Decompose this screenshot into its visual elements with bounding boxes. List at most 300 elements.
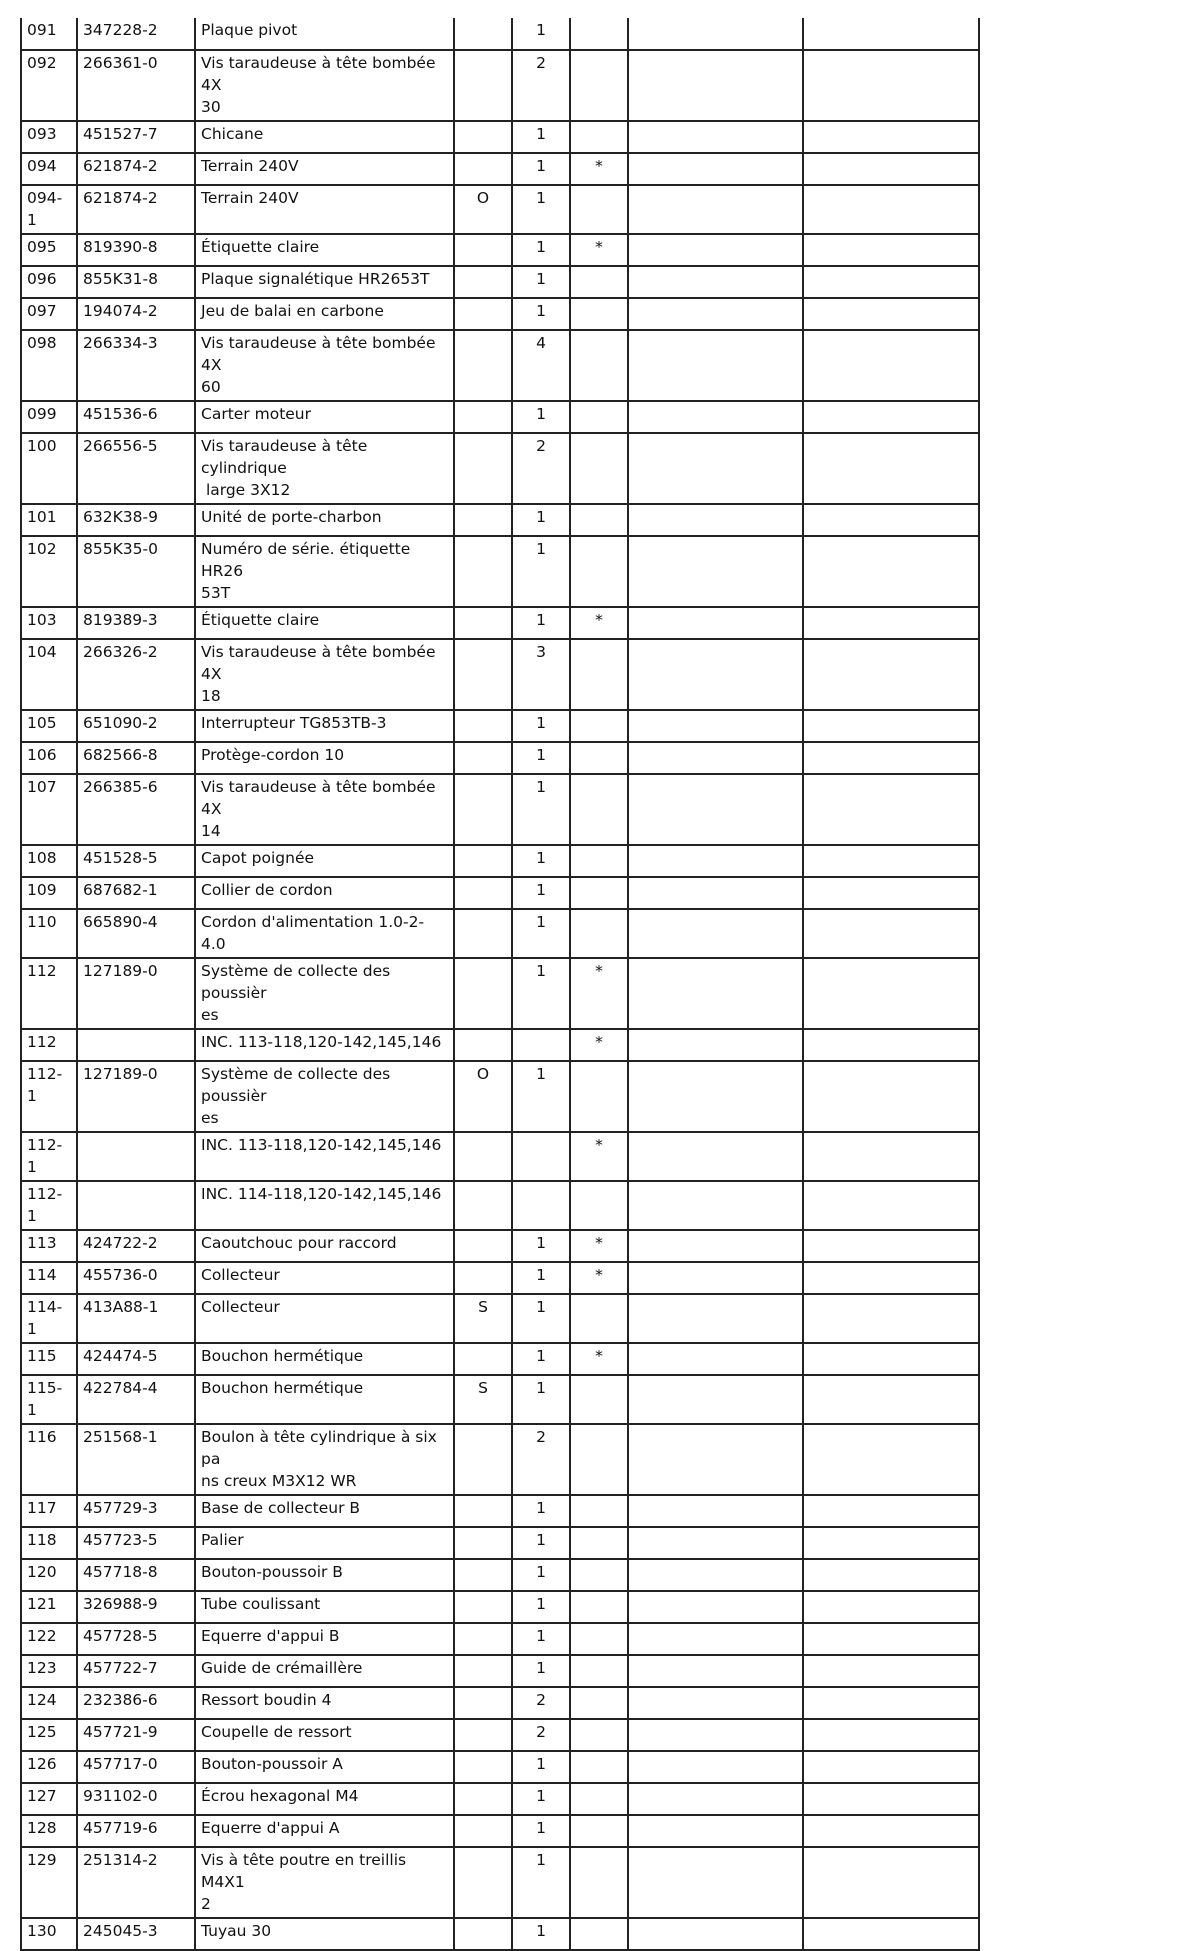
quantity-cell: 1 [512,1262,570,1294]
part-number-cell [77,1181,195,1230]
part-number-cell: 682566-8 [77,742,195,774]
table-row [21,1375,979,1424]
part-number-cell: 251314-2 [77,1847,195,1918]
table-row [21,1783,979,1815]
description-cell: Vis taraudeuse à tête cylindrique large 3X12 [195,433,454,504]
flag-cell [454,877,512,909]
table-row [21,845,979,877]
part-number-cell: 455736-0 [77,1262,195,1294]
part-number-cell: 451528-5 [77,845,195,877]
item-number-cell: 093 [21,121,77,153]
quantity-cell: 1 [512,121,570,153]
item-number-cell: 112-1 [21,1181,77,1230]
empty-cell [628,536,803,607]
part-number-cell: 451536-6 [77,401,195,433]
description-cell: Collier de cordon [195,877,454,909]
table-row [21,266,979,298]
flag-cell [454,536,512,607]
empty-cell [803,185,979,234]
description-cell: Écrou hexagonal M4 [195,1783,454,1815]
note-mark-cell [570,1655,628,1687]
flag-cell [454,1262,512,1294]
empty-cell [628,877,803,909]
quantity-cell: 1 [512,1751,570,1783]
flag-cell [454,234,512,266]
item-number-cell: 097 [21,298,77,330]
empty-cell [803,1343,979,1375]
empty-cell [803,536,979,607]
quantity-cell: 2 [512,1424,570,1495]
empty-cell [803,742,979,774]
quantity-cell: 1 [512,266,570,298]
quantity-cell: 1 [512,774,570,845]
item-number-cell: 127 [21,1783,77,1815]
empty-cell [803,401,979,433]
flag-cell [454,710,512,742]
note-mark-cell [570,1559,628,1591]
part-number-cell: 819389-3 [77,607,195,639]
table-row [21,607,979,639]
note-mark-cell [570,1815,628,1847]
empty-cell [803,18,979,50]
table-row [21,1623,979,1655]
part-number-cell: 651090-2 [77,710,195,742]
quantity-cell: 1 [512,298,570,330]
quantity-cell: 1 [512,1061,570,1132]
empty-cell [803,1751,979,1783]
note-mark-cell [570,1591,628,1623]
item-number-cell: 122 [21,1623,77,1655]
note-mark-cell: * [570,1029,628,1061]
description-cell: Capot poignée [195,845,454,877]
empty-cell [628,1181,803,1230]
part-number-cell: 266334-3 [77,330,195,401]
description-cell: INC. 113-118,120-142,145,146 [195,1029,454,1061]
empty-cell [628,845,803,877]
flag-cell [454,504,512,536]
item-number-cell: 123 [21,1655,77,1687]
empty-cell [628,1623,803,1655]
part-number-cell: 819390-8 [77,234,195,266]
part-number-cell: 855K35-0 [77,536,195,607]
description-cell: Interrupteur TG853TB-3 [195,710,454,742]
part-number-cell: 266326-2 [77,639,195,710]
quantity-cell: 1 [512,1343,570,1375]
table-row [21,1655,979,1687]
table-row [21,536,979,607]
flag-cell: O [454,185,512,234]
part-number-cell: 457728-5 [77,1623,195,1655]
table-row [21,1424,979,1495]
table-row [21,1847,979,1918]
flag-cell [454,1687,512,1719]
quantity-cell: 1 [512,504,570,536]
empty-cell [803,958,979,1029]
item-number-cell: 103 [21,607,77,639]
table-row [21,1751,979,1783]
flag-cell [454,1783,512,1815]
table-row [21,1294,979,1343]
quantity-cell: 1 [512,1591,570,1623]
empty-cell [628,50,803,121]
description-cell: Terrain 240V [195,185,454,234]
item-number-cell: 121 [21,1591,77,1623]
flag-cell [454,1847,512,1918]
part-number-cell [77,1029,195,1061]
table-row [21,639,979,710]
description-cell: Cordon d'alimentation 1.0-2-4.0 [195,909,454,958]
empty-cell [803,1783,979,1815]
quantity-cell: 1 [512,1294,570,1343]
flag-cell [454,1719,512,1751]
flag-cell [454,401,512,433]
description-cell: Vis taraudeuse à tête bombée 4X 30 [195,50,454,121]
part-number-cell: 457717-0 [77,1751,195,1783]
item-number-cell: 126 [21,1751,77,1783]
flag-cell [454,1815,512,1847]
note-mark-cell: * [570,1343,628,1375]
note-mark-cell [570,266,628,298]
flag-cell [454,1181,512,1230]
table-row [21,877,979,909]
description-cell: Terrain 240V [195,153,454,185]
part-number-cell: 457719-6 [77,1815,195,1847]
item-number-cell: 094 [21,153,77,185]
empty-cell [803,1061,979,1132]
empty-cell [803,504,979,536]
part-number-cell: 457721-9 [77,1719,195,1751]
item-number-cell: 117 [21,1495,77,1527]
flag-cell [454,1230,512,1262]
part-number-cell: 424474-5 [77,1343,195,1375]
empty-cell [803,710,979,742]
note-mark-cell: * [570,958,628,1029]
note-mark-cell [570,877,628,909]
empty-cell [803,1132,979,1181]
item-number-cell: 106 [21,742,77,774]
empty-cell [628,401,803,433]
empty-cell [803,50,979,121]
table-row [21,1687,979,1719]
quantity-cell: 1 [512,1655,570,1687]
quantity-cell: 1 [512,909,570,958]
quantity-cell [512,1132,570,1181]
item-number-cell: 099 [21,401,77,433]
empty-cell [628,710,803,742]
item-number-cell: 120 [21,1559,77,1591]
quantity-cell: 1 [512,234,570,266]
description-cell: Vis taraudeuse à tête bombée 4X 60 [195,330,454,401]
table-row [21,1495,979,1527]
empty-cell [628,18,803,50]
empty-cell [628,607,803,639]
empty-cell [803,909,979,958]
quantity-cell: 2 [512,50,570,121]
item-number-cell: 092 [21,50,77,121]
empty-cell [628,742,803,774]
quantity-cell: 1 [512,1495,570,1527]
description-cell: Vis taraudeuse à tête bombée 4X 18 [195,639,454,710]
quantity-cell: 1 [512,1847,570,1918]
empty-cell [803,433,979,504]
empty-cell [803,1815,979,1847]
empty-cell [803,1294,979,1343]
flag-cell [454,153,512,185]
table-row [21,1527,979,1559]
empty-cell [803,1029,979,1061]
quantity-cell: 1 [512,1559,570,1591]
empty-cell [628,1230,803,1262]
item-number-cell: 115-1 [21,1375,77,1424]
note-mark-cell [570,1495,628,1527]
part-number-cell: 457718-8 [77,1559,195,1591]
description-cell: Bouchon hermétique [195,1343,454,1375]
table-row [21,298,979,330]
note-mark-cell: * [570,234,628,266]
empty-cell [803,1495,979,1527]
item-number-cell: 125 [21,1719,77,1751]
part-number-cell: 665890-4 [77,909,195,958]
item-number-cell: 098 [21,330,77,401]
part-number-cell: 127189-0 [77,958,195,1029]
quantity-cell: 1 [512,1375,570,1424]
table-row [21,1181,979,1230]
empty-cell [803,877,979,909]
empty-cell [628,1815,803,1847]
description-cell: Vis à tête poutre en treillis M4X1 2 [195,1847,454,1918]
flag-cell [454,50,512,121]
item-number-cell: 115 [21,1343,77,1375]
note-mark-cell [570,50,628,121]
table-row [21,185,979,234]
part-number-cell: 266361-0 [77,50,195,121]
empty-cell [628,298,803,330]
note-mark-cell [570,639,628,710]
description-cell: Étiquette claire [195,607,454,639]
note-mark-cell [570,710,628,742]
item-number-cell: 112-1 [21,1132,77,1181]
quantity-cell: 4 [512,330,570,401]
item-number-cell: 100 [21,433,77,504]
description-cell: Jeu de balai en carbone [195,298,454,330]
empty-cell [628,504,803,536]
empty-cell [628,1527,803,1559]
quantity-cell: 1 [512,1230,570,1262]
note-mark-cell [570,1719,628,1751]
description-cell: Bouton-poussoir A [195,1751,454,1783]
description-cell: Étiquette claire [195,234,454,266]
part-number-cell: 457723-5 [77,1527,195,1559]
flag-cell [454,433,512,504]
flag-cell [454,958,512,1029]
description-cell: Ressort boudin 4 [195,1687,454,1719]
quantity-cell: 3 [512,639,570,710]
description-cell: Caoutchouc pour raccord [195,1230,454,1262]
flag-cell [454,845,512,877]
item-number-cell: 114 [21,1262,77,1294]
empty-cell [803,1655,979,1687]
note-mark-cell: * [570,1132,628,1181]
description-cell: Bouchon hermétique [195,1375,454,1424]
part-number-cell: 413A88-1 [77,1294,195,1343]
table-row [21,710,979,742]
empty-cell [803,1424,979,1495]
empty-cell [628,1495,803,1527]
flag-cell [454,1424,512,1495]
empty-cell [628,1375,803,1424]
empty-cell [628,153,803,185]
flag-cell [454,774,512,845]
note-mark-cell [570,774,628,845]
flag-cell [454,266,512,298]
empty-cell [803,153,979,185]
table-row [21,909,979,958]
description-cell: Vis taraudeuse à tête bombée 4X 14 [195,774,454,845]
note-mark-cell [570,1294,628,1343]
empty-cell [803,234,979,266]
note-mark-cell [570,504,628,536]
quantity-cell: 1 [512,18,570,50]
empty-cell [628,958,803,1029]
empty-cell [803,1262,979,1294]
description-cell: Plaque signalétique HR2653T [195,266,454,298]
empty-cell [628,1719,803,1751]
flag-cell [454,1918,512,1950]
description-cell: INC. 114-118,120-142,145,146 [195,1181,454,1230]
flag-cell: S [454,1375,512,1424]
empty-cell [628,1132,803,1181]
description-cell: Collecteur [195,1294,454,1343]
flag-cell [454,1527,512,1559]
table-row [21,153,979,185]
description-cell: Equerre d'appui B [195,1623,454,1655]
empty-cell [803,1687,979,1719]
table-row [21,234,979,266]
parts-list-page [20,18,978,1951]
item-number-cell: 094-1 [21,185,77,234]
empty-cell [803,1375,979,1424]
table-row [21,330,979,401]
description-cell: Plaque pivot [195,18,454,50]
table-row [21,1591,979,1623]
empty-cell [628,1559,803,1591]
empty-cell [628,121,803,153]
flag-cell [454,1343,512,1375]
empty-cell [628,433,803,504]
empty-cell [628,1424,803,1495]
part-number-cell: 326988-9 [77,1591,195,1623]
table-row [21,774,979,845]
note-mark-cell [570,298,628,330]
quantity-cell: 1 [512,710,570,742]
table-row [21,504,979,536]
quantity-cell: 1 [512,742,570,774]
empty-cell [803,845,979,877]
empty-cell [803,1527,979,1559]
description-cell: Palier [195,1527,454,1559]
note-mark-cell: * [570,607,628,639]
note-mark-cell [570,845,628,877]
part-number-cell: 457722-7 [77,1655,195,1687]
item-number-cell: 129 [21,1847,77,1918]
empty-cell [628,1783,803,1815]
empty-cell [628,185,803,234]
description-cell: Equerre d'appui A [195,1815,454,1847]
item-number-cell: 110 [21,909,77,958]
empty-cell [803,1719,979,1751]
empty-cell [628,909,803,958]
flag-cell [454,1655,512,1687]
part-number-cell: 266556-5 [77,433,195,504]
flag-cell [454,909,512,958]
part-number-cell [77,1132,195,1181]
note-mark-cell [570,536,628,607]
description-cell: Système de collecte des poussièr es [195,1061,454,1132]
description-cell: Chicane [195,121,454,153]
empty-cell [803,639,979,710]
flag-cell [454,1132,512,1181]
note-mark-cell [570,1527,628,1559]
part-number-cell: 251568-1 [77,1424,195,1495]
item-number-cell: 109 [21,877,77,909]
table-row [21,1262,979,1294]
table-row [21,1061,979,1132]
quantity-cell: 1 [512,877,570,909]
empty-cell [628,1294,803,1343]
description-cell: Tube coulissant [195,1591,454,1623]
table-row [21,1343,979,1375]
empty-cell [803,266,979,298]
quantity-cell [512,1181,570,1230]
note-mark-cell [570,1687,628,1719]
item-number-cell: 095 [21,234,77,266]
note-mark-cell [570,1181,628,1230]
item-number-cell: 102 [21,536,77,607]
note-mark-cell [570,18,628,50]
empty-cell [803,1623,979,1655]
item-number-cell: 130 [21,1918,77,1950]
part-number-cell: 347228-2 [77,18,195,50]
part-number-cell: 855K31-8 [77,266,195,298]
item-number-cell: 101 [21,504,77,536]
part-number-cell: 457729-3 [77,1495,195,1527]
empty-cell [803,298,979,330]
table-row [21,18,979,50]
table-row [21,742,979,774]
table-row [21,433,979,504]
item-number-cell: 112 [21,958,77,1029]
note-mark-cell: * [570,1262,628,1294]
empty-cell [803,121,979,153]
flag-cell [454,298,512,330]
quantity-cell: 1 [512,1623,570,1655]
empty-cell [803,607,979,639]
part-number-cell: 245045-3 [77,1918,195,1950]
flag-cell [454,1591,512,1623]
table-row [21,1719,979,1751]
table-row [21,1029,979,1061]
description-cell: Tuyau 30 [195,1918,454,1950]
note-mark-cell [570,185,628,234]
quantity-cell: 1 [512,1527,570,1559]
item-number-cell: 105 [21,710,77,742]
empty-cell [628,234,803,266]
item-number-cell: 096 [21,266,77,298]
part-number-cell: 424722-2 [77,1230,195,1262]
table-row [21,1230,979,1262]
note-mark-cell [570,1751,628,1783]
quantity-cell: 2 [512,1719,570,1751]
